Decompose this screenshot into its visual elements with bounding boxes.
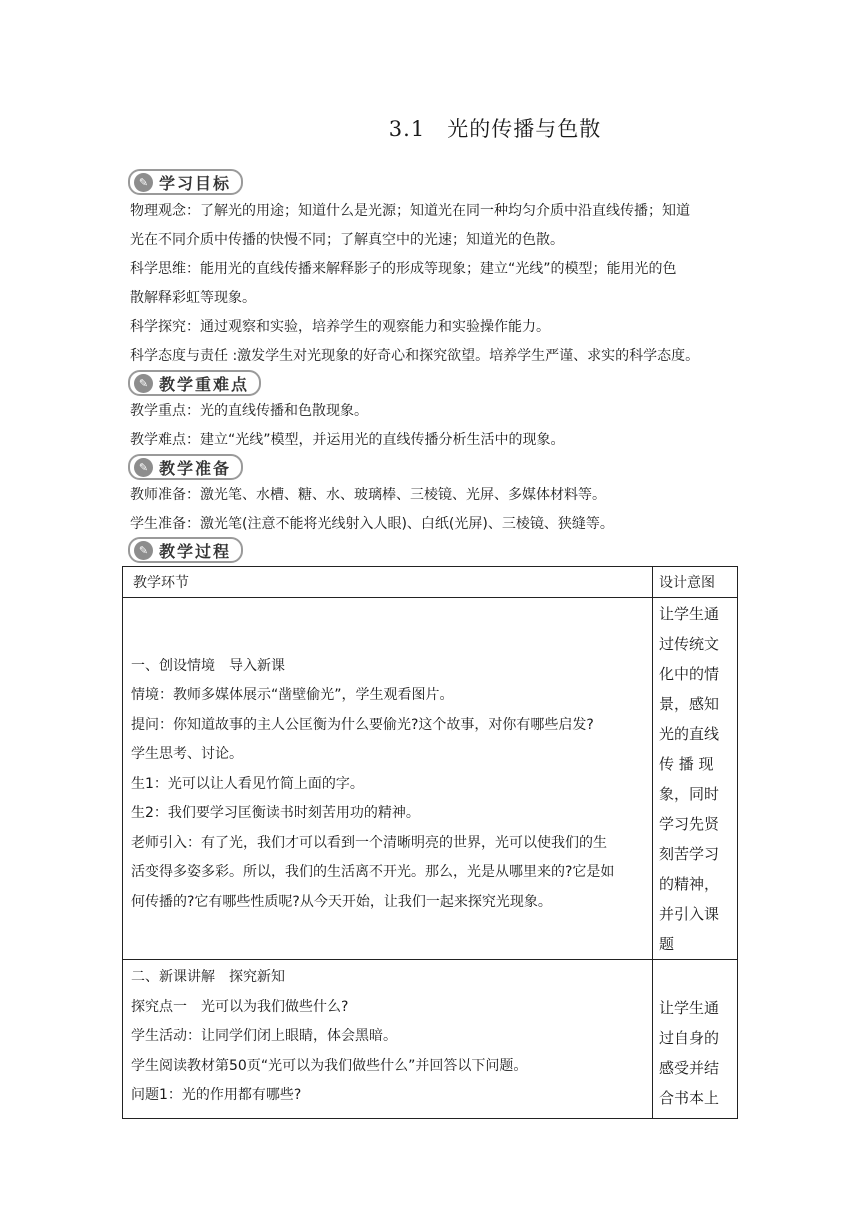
intent-line: 象，同时 [659, 785, 720, 803]
section-badge [128, 169, 243, 195]
stage-line: 二、新课讲解 探究新知 [131, 969, 285, 985]
intent-line: 刻苦学习 [659, 845, 720, 863]
intent-content [653, 960, 737, 1113]
goal-line: 光在不同介质中传播的快慢不同；了解真空中的光速；知道光的色散。 [130, 232, 564, 248]
goal-line: 科学态度与责任 :激发学生对光现象的好奇心和探究欲望。培养学生严谨、求实的科学态度。 [130, 348, 700, 364]
intent-line: 过自身的 [659, 1029, 720, 1047]
intent-line: 传 播 现 [659, 755, 714, 773]
stage-content [131, 960, 644, 1111]
book-icon: ✎ [134, 458, 153, 477]
intent-line: 合书本上 [659, 1089, 720, 1107]
section-number: 3.1 [388, 117, 426, 141]
table-header-row [123, 567, 738, 598]
header-intent: 设计意图 [653, 567, 738, 598]
intent-line: 光的直线 [659, 725, 720, 743]
process-table [122, 566, 738, 1119]
stage-line: 探究点一 光可以为我们做些什么? [131, 998, 349, 1015]
stage-line: 问题1：光的作用都有哪些? [131, 1087, 302, 1103]
section-title: 教学重难点 [159, 374, 250, 394]
goal-line: 散解释彩虹等现象。 [130, 290, 256, 306]
intent-line: 的精神， [659, 875, 720, 893]
preparation-block [130, 481, 735, 539]
section-process-header [128, 537, 243, 563]
stage-line: 学生阅读教材第50页“光可以为我们做些什么”并回答以下问题。 [131, 1057, 528, 1074]
page-title [0, 113, 860, 143]
stage-line: 何传播的?它有哪些性质呢?从今天开始，让我们一起来探究光现象。 [131, 893, 552, 910]
goal-line: 科学探究：通过观察和实验，培养学生的观察能力和实验操作能力。 [130, 319, 550, 335]
key-difficulty: 教学难点：建立“光线”模型，并运用光的直线传播分析生活中的现象。 [130, 432, 565, 448]
section-badge [128, 537, 243, 563]
section-badge [128, 454, 243, 480]
stage-line: 学生活动：让同学们闭上眼睛，体会黑暗。 [131, 1028, 397, 1044]
book-icon: ✎ [134, 374, 153, 393]
intent-line: 学习先贤 [659, 815, 720, 833]
intent-line: 化中的情 [659, 665, 720, 683]
goal-line: 物理观念：了解光的用途；知道什么是光源；知道光在同一种均匀介质中沿直线传播；知道 [130, 203, 690, 219]
intent-line: 让学生通 [659, 605, 720, 623]
key-focus: 教学重点：光的直线传播和色散现象。 [130, 403, 368, 419]
stage-line: 提问：你知道故事的主人公匡衡为什么要偷光?这个故事，对你有哪些启发? [131, 716, 594, 733]
goals-block [130, 197, 735, 371]
intent-line: 让学生通 [659, 999, 720, 1017]
table-row [123, 960, 738, 1119]
table-row [123, 598, 738, 960]
book-icon: ✎ [134, 541, 153, 560]
prep-teacher: 教师准备：激光笔、水槽、糖、水、玻璃棒、三棱镜、光屏、多媒体材料等。 [130, 487, 606, 503]
title-text: 光的传播与色散 [447, 117, 602, 141]
section-title: 教学过程 [159, 541, 232, 561]
intent-line: 并引入课 [659, 905, 720, 923]
section-preparation-header [128, 454, 243, 480]
stage-line: 活变得多姿多彩。所以，我们的生活离不开光。那么，光是从哪里来的?它是如 [131, 864, 615, 881]
intent-cell [653, 598, 738, 960]
book-icon: ✎ [134, 173, 153, 192]
intent-line: 题 [659, 935, 675, 953]
section-title: 教学准备 [159, 458, 232, 478]
stage-cell [123, 960, 653, 1119]
stage-line: 情境：教师多媒体展示“凿壁偷光”，学生观看图片。 [131, 687, 454, 704]
stage-line: 生2：我们要学习匡衡读书时刻苦用功的精神。 [131, 805, 420, 822]
stage-line: 老师引入：有了光，我们才可以看到一个清晰明亮的世界，光可以使我们的生 [131, 834, 607, 851]
goal-line: 科学思维：能用光的直线传播来解释影子的形成等现象；建立“光线”的模型；能用光的色 [130, 261, 677, 277]
intent-line: 过传统文 [659, 635, 720, 653]
stage-line: 一、创设情境 导入新课 [131, 657, 285, 674]
stage-cell [123, 598, 653, 960]
stage-line: 学生思考、讨论。 [131, 746, 243, 763]
intent-line: 景，感知 [659, 695, 720, 713]
intent-cell [653, 960, 738, 1119]
header-stage: 教学环节 [123, 567, 653, 598]
prep-student: 学生准备：激光笔(注意不能将光线射入人眼)、白纸(光屏)、三棱镜、狭缝等。 [130, 516, 614, 532]
stage-line: 生1：光可以让人看见竹简上面的字。 [131, 775, 364, 792]
intent-line: 感受并结 [659, 1059, 720, 1077]
section-title: 学习目标 [159, 173, 232, 193]
stage-content [131, 640, 644, 918]
section-keypoints-header [128, 370, 261, 396]
intent-content [653, 598, 737, 959]
section-badge [128, 370, 261, 396]
keypoints-block [130, 397, 735, 455]
section-goals-header [128, 169, 243, 195]
